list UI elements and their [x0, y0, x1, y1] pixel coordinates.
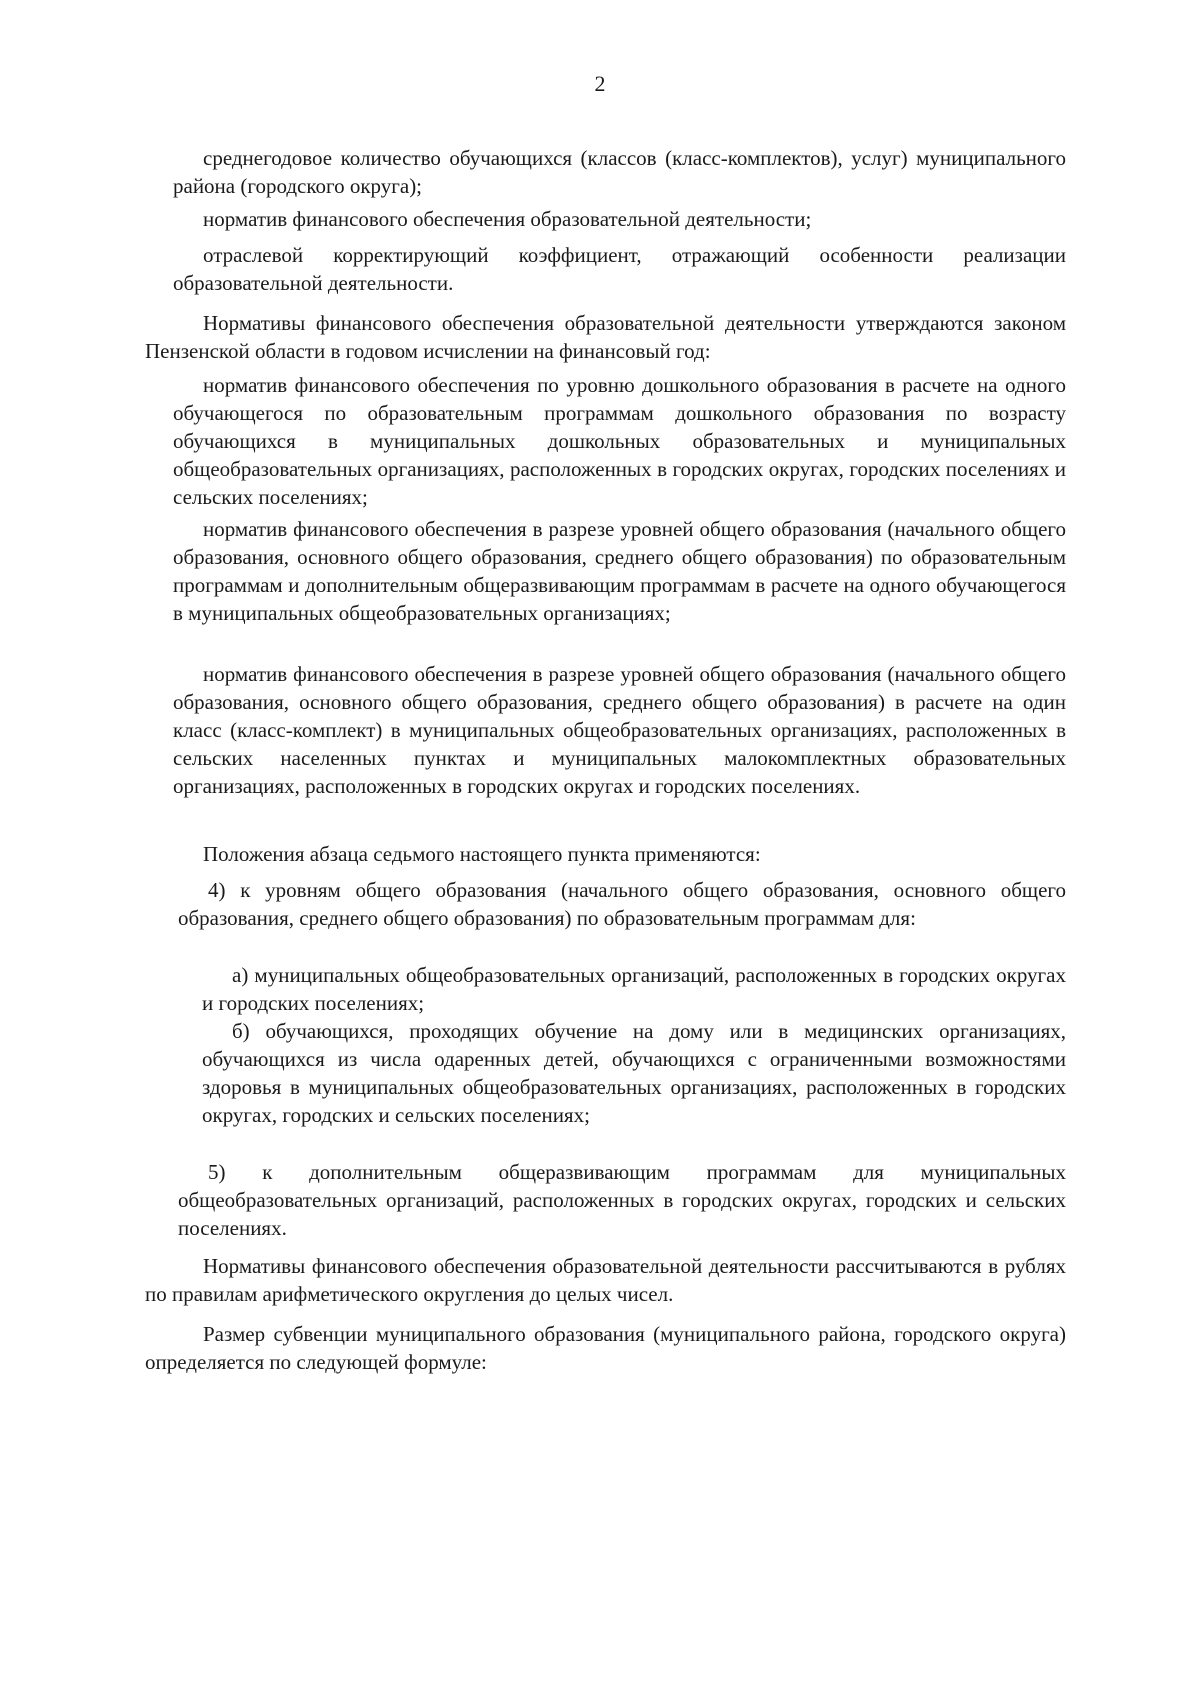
paragraph-general-normative-per-class: норматив финансового обеспечения в разрезе уровней общего образования (начального общего образования, основного общего образования, среднего общего образования) в расчете на один класс (класс-комплект) в муниципальных общеобразовательных организациях, расположенных в сельских населенных пунктах и муниципальных малокомплектных образовательных организациях, расположенных в городских округах и городских поселениях. — [173, 662, 1066, 798]
page-number: 2 — [594, 71, 606, 96]
list-item-4: 4) к уровням общего образования (начального общего образования, основного общего образования, среднего общего образования) по образовательным программам для: — [178, 878, 1066, 930]
paragraph-coefficient: отраслевой корректирующий коэффициент, отражающий особенности реализации образовательной деятельности. — [173, 243, 1066, 295]
paragraph-avg-count: среднегодовое количество обучающихся (классов (класс-комплектов), услуг) муниципального района (городского округа); — [173, 146, 1066, 198]
sublist-item-b: б) обучающихся, проходящих обучение на дому или в медицинских организациях, обучающихся из числа одаренных детей, обучающихся с ограниченными возможностями здоровья в муниципальных общеобразовательных организациях, расположенных в городских округах, городских и сельских поселениях; — [202, 1019, 1066, 1127]
sublist-item-a: а) муниципальных общеобразовательных организаций, расположенных в городских округах и городских поселениях; — [202, 963, 1066, 1015]
paragraph-preschool-normative: норматив финансового обеспечения по уровню дошкольного образования в расчете на одного обучающегося по образовательным программам дошкольного образования по возрасту обучающихся в муниципальных дошкольных образовательных и муниципальных общеобразовательных организациях, расположенных в городских округах, городских поселениях и сельских поселениях; — [173, 373, 1066, 509]
paragraph-rounding: Нормативы финансового обеспечения образовательной деятельности рассчитываются в рублях по правилам арифметического округления до целых чисел. — [145, 1254, 1066, 1306]
paragraph-general-normative-per-student: норматив финансового обеспечения в разрезе уровней общего образования (начального общего образования, основного общего образования, среднего общего образования) по образовательным программам и дополнительным общеразвивающим программам в расчете на одного обучающегося в муниципальных общеобразовательных организациях; — [173, 517, 1066, 625]
paragraph-subvention-formula: Размер субвенции муниципального образования (муниципального района, городского округа) определяется по следующей формуле: — [145, 1322, 1066, 1374]
list-item-5: 5) к дополнительным общеразвивающим программам для муниципальных общеобразовательных организаций, расположенных в городских округах, городских и сельских поселениях. — [178, 1160, 1066, 1240]
paragraph-provisions-apply: Положения абзаца седьмого настоящего пункта применяются: — [203, 842, 761, 866]
paragraph-normatives-approved: Нормативы финансового обеспечения образовательной деятельности утверждаются законом Пензенской области в годовом исчислении на финансовый год: — [145, 311, 1066, 363]
paragraph-normative: норматив финансового обеспечения образовательной деятельности; — [203, 207, 812, 231]
